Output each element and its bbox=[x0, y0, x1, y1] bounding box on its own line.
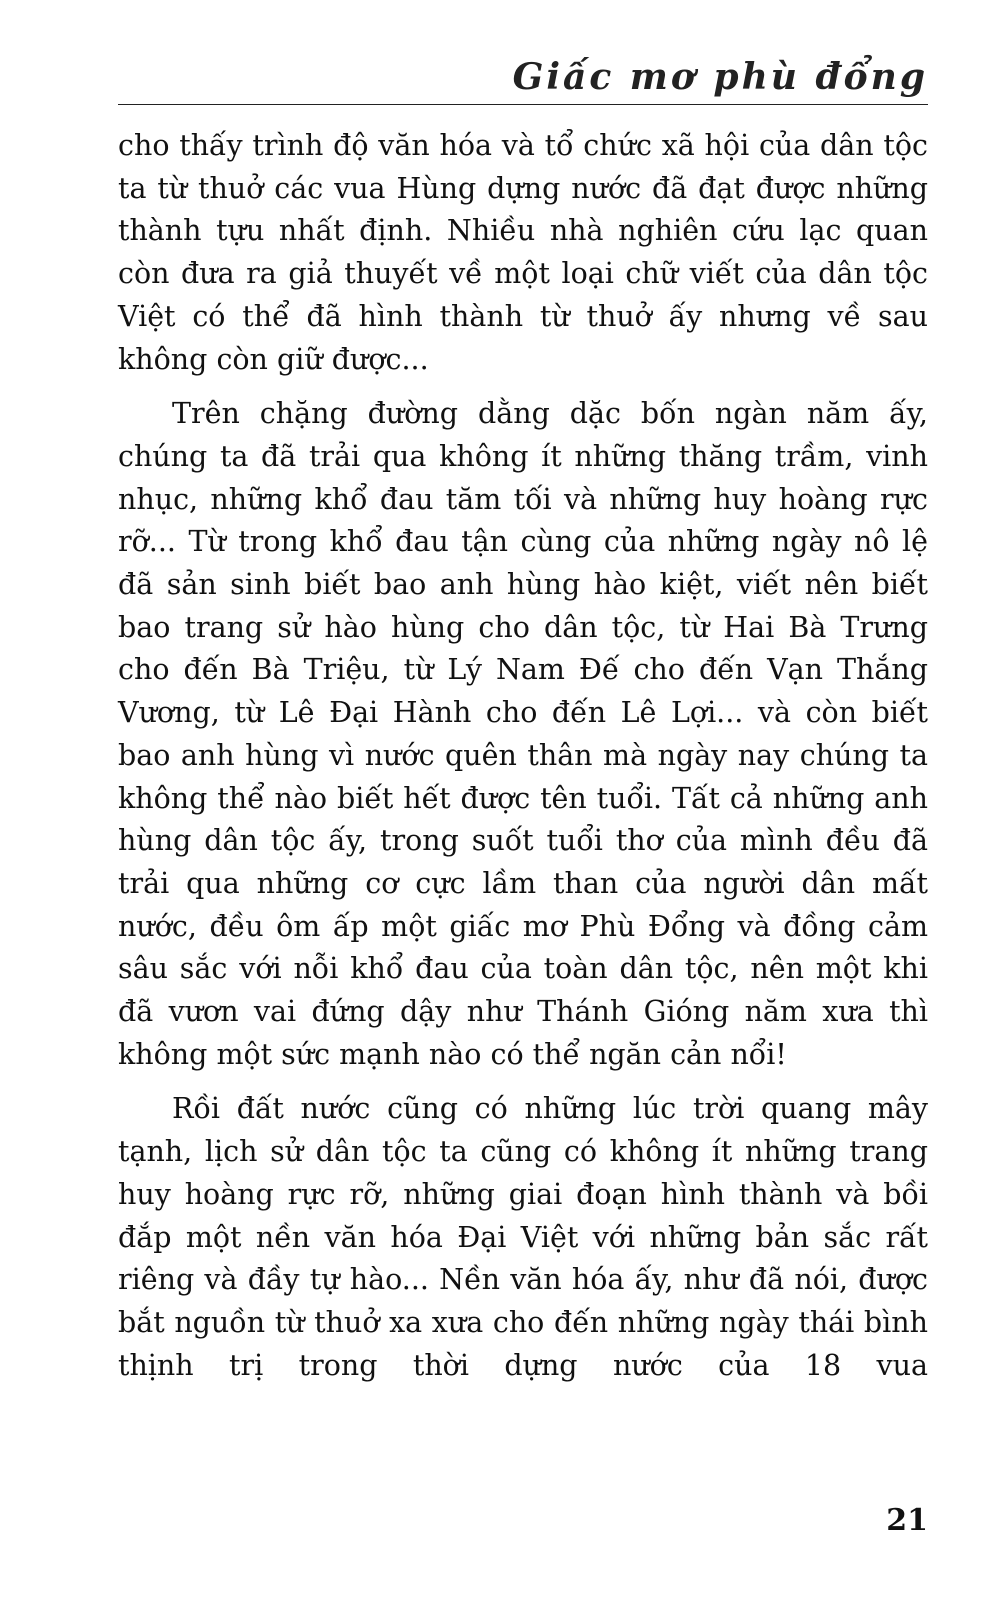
body-text bbox=[118, 125, 928, 1387]
paragraph-1: cho thấy trình độ văn hóa và tổ chức xã hội của dân tộc ta từ thuở các vua Hùng dựng nước đã đạt được những thành tựu nhất định. Nhiều nhà nghiên cứu lạc quan còn đưa ra giả thuyết về một loại chữ viết của dân tộc Việt có thể đã hình thành từ thuở ấy nhưng về sau không còn giữ được... bbox=[118, 129, 928, 376]
page-number: 21 bbox=[886, 1503, 928, 1538]
paragraph-3: Rồi đất nước cũng có những lúc trời quang mây tạnh, lịch sử dân tộc ta cũng có không ít những trang huy hoàng rực rỡ, những giai đoạn hình thành và bồi đắp một nền văn hóa Đại Việt với những bản sắc rất riêng và đầy tự hào... Nền văn hóa ấy, như đã nói, được bắt nguồn từ thuở xa xưa cho đến những ngày thái bình thịnh trị trong thời dựng nước của 18 vua bbox=[118, 1092, 928, 1382]
running-title: Giấc mơ phù đổng bbox=[512, 56, 928, 98]
running-header bbox=[118, 40, 928, 105]
paragraph-2: Trên chặng đường dằng dặc bốn ngàn năm ấy, chúng ta đã trải qua không ít những thăng trầm, vinh nhục, những khổ đau tăm tối và những huy hoàng rực rỡ... Từ trong khổ đau tận cùng của những ngày nô lệ đã sản sinh biết bao anh hùng hào kiệt, viết nên biết bao trang sử hào hùng cho dân tộc, từ Hai Bà Trưng cho đến Bà Triệu, từ Lý Nam Đế cho đến Vạn Thắng Vương, từ Lê Đại Hành cho đến Lê Lợi... và còn biết bao anh hùng vì nước quên thân mà ngày nay chúng ta không thể nào biết hết được tên tuổi. Tất cả những anh hùng dân tộc ấy, trong suốt tuổi thơ của mình đều đã trải qua những cơ cực lầm than của người dân mất nước, đều ôm ấp một giấc mơ Phù Đổng và đồng cảm sâu sắc với nỗi khổ đau của toàn dân tộc, nên một khi đã vươn vai đứng dậy như Thánh Gióng năm xưa thì không một sức mạnh nào có thể ngăn cản nổi! bbox=[118, 397, 928, 1071]
